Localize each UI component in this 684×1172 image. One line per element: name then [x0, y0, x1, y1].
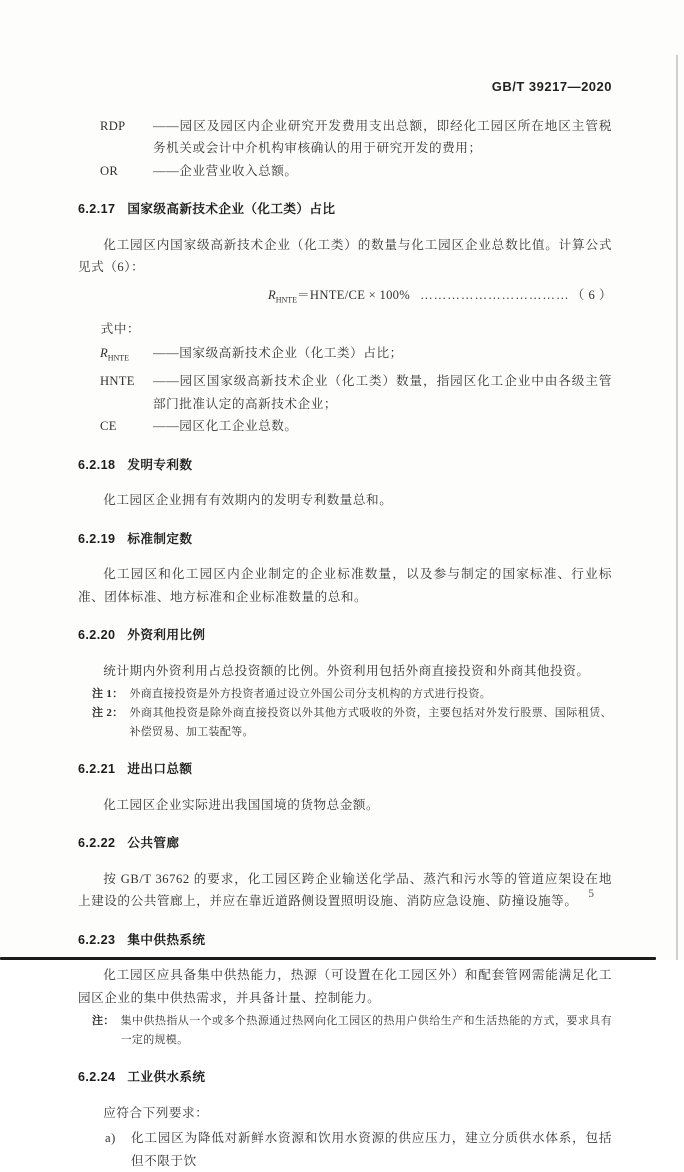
where-label: 式中： — [100, 321, 141, 336]
note-row — [92, 704, 612, 742]
note-block — [92, 1012, 612, 1050]
paragraph: 统计期内外资利用占总投资额的比例。外资利用包括外商直接投资和外商其他投资。 — [103, 663, 590, 678]
definition-row-or — [78, 160, 612, 183]
section-title: 发明专利数 — [127, 457, 193, 472]
definition-term: CE — [100, 419, 117, 434]
section-title: 标准制定数 — [127, 531, 193, 546]
definition-text: ——企业营业收入总额。 — [153, 163, 298, 178]
section-heading-6-2-22 — [78, 832, 612, 855]
page-content — [78, 76, 612, 1172]
page-number: 5 — [588, 888, 594, 900]
paragraph: 化工园区应具备集中供热能力，热源（可设置在化工园区外）和配套管网需能满足化工园区企业的集中供热需求，并具备计量、控制能力。 — [78, 968, 612, 1005]
section-title: 国家级高新技术企业（化工类）占比 — [127, 202, 336, 216]
formula-subscript: HNTE — [275, 295, 298, 305]
definition-term: $R_{HNTE}$ — [100, 346, 130, 363]
notes-block — [92, 685, 612, 742]
section-heading-6-2-23 — [78, 929, 612, 952]
definition-term: RDP — [100, 118, 126, 133]
definition-text: ——园区化工企业总数。 — [153, 419, 298, 434]
list-item-text: 化工园区为降低对新鲜水资源和饮用水资源的供应压力，建立分质供水体系，包括但不限于饮 — [131, 1131, 612, 1168]
note-label: 注 2： — [92, 707, 124, 720]
section-title: 集中供热系统 — [127, 932, 206, 947]
note-row — [92, 685, 612, 704]
section-heading-6-2-20 — [78, 624, 612, 647]
formula-number: （ 6 ） — [571, 287, 613, 302]
section-number: 6.2.22 — [78, 836, 116, 851]
note-text: 集中供热指从一个或多个热源通过热网向化工园区的热用户供给生产和生活热能的方式，要求具有一定的规模。 — [120, 1015, 612, 1047]
section-heading-6-2-19 — [78, 528, 612, 551]
scan-edge-artifact-right — [676, 55, 678, 960]
note-label: 注： — [92, 1015, 115, 1028]
top-definition-list — [78, 115, 612, 183]
definition-term: HNTE — [100, 374, 135, 389]
section-heading-6-2-21 — [78, 758, 612, 781]
paragraph: 化工园区内国家级高新技术企业（化工类）的数量与化工园区企业总数比值。计算公式见式（6）： — [78, 237, 612, 274]
section-number: 6.2.24 — [78, 1070, 116, 1085]
list-item-label: a) — [105, 1131, 116, 1146]
definition-row-hnte — [78, 370, 612, 415]
doc-code-header: GB/T 39217—2020 — [491, 79, 612, 94]
section-number: 6.2.23 — [78, 932, 116, 947]
formula-dot-leader: …………………………… — [420, 287, 570, 302]
section-number: 6.2.18 — [78, 457, 116, 472]
note-row — [92, 1012, 612, 1050]
note-text: 外商直接投资是外方投资者通过设立外国公司分支机构的方式进行投资。 — [129, 688, 492, 701]
section-title: 工业供水系统 — [127, 1070, 206, 1085]
formula-expression: ＝HNTE/CE × 100% — [297, 287, 411, 302]
definition-text: ——园区及园区内企业研究开发费用支出总额，即经化工园区所在地区主管税务机关或会计中介机构审核确认的用于研究开发的费用； — [153, 118, 612, 155]
formula — [268, 284, 410, 312]
list-item-a — [78, 1127, 612, 1172]
section-title: 外资利用比例 — [127, 628, 206, 643]
section-heading-6-2-24 — [78, 1066, 612, 1089]
note-text: 外商其他投资是除外商直接投资以外其他方式吸收的外资，主要包括对外发行股票、国际租赁、补偿贸易、加工装配等。 — [129, 707, 612, 739]
paragraph: 应符合下列要求： — [103, 1105, 209, 1120]
formula-variable: R — [268, 287, 276, 302]
paragraph: 按 GB/T 36762 的要求，化工园区跨企业输送化学品、蒸汽和污水等的管道应架设在地上建设的公共管廊上，并应在靠近道路侧设置照明设施、消防应急设施、防撞设施等。 — [78, 871, 612, 909]
section-number: 6.2.17 — [78, 202, 116, 216]
section-number: 6.2.20 — [78, 628, 116, 643]
definition-term: OR — [100, 163, 119, 178]
definition-row-rdp — [78, 115, 612, 160]
definition-row-rhnte — [78, 342, 612, 370]
paragraph: 化工园区企业实际进出我国国境的货物总金额。 — [103, 797, 380, 812]
section-title: 公共管廊 — [127, 836, 180, 851]
section-heading-6-2-18 — [78, 454, 612, 477]
paragraph: 化工园区和化工园区内企业制定的企业标准数量，以及参与制定的国家标准、行业标准、团体标准、地方标准和企业标准数量的总和。 — [78, 567, 612, 604]
section-number: 6.2.19 — [78, 531, 116, 546]
paragraph: 化工园区企业拥有有效期内的发明专利数量总和。 — [103, 493, 393, 508]
section-number: 6.2.21 — [78, 762, 116, 777]
formula-definition-list — [78, 342, 612, 438]
section-title: 进出口总额 — [127, 762, 193, 777]
definition-row-ce — [78, 415, 612, 438]
definition-text: ——园区国家级高新技术企业（化工类）数量，指园区化工企业中由各级主管部门批准认定的高新技术企业； — [153, 374, 612, 411]
section-heading-6-2-17 — [78, 198, 612, 221]
note-label: 注 1： — [92, 688, 124, 701]
formula-line — [78, 284, 612, 312]
definition-text: ——国家级高新技术企业（化工类）占比； — [153, 346, 403, 361]
scan-edge-artifact-bottom — [0, 957, 656, 960]
